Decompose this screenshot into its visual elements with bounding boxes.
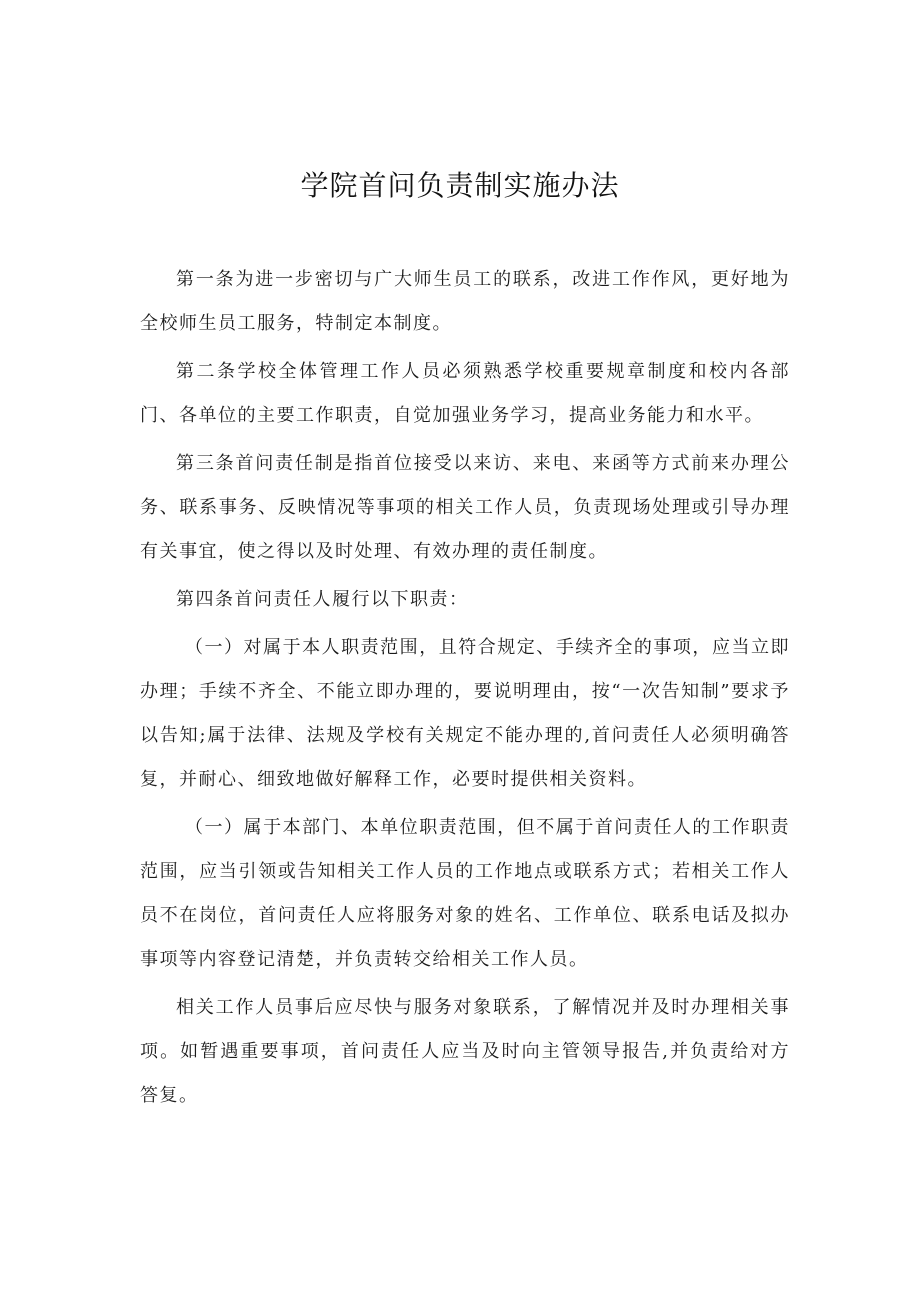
article-4-item-1-paragraph: （一）对属于本人职责范围，且符合规定、手续齐全的事项，应当立即办理；手续不齐全、不能立即办理的，要说明理由，按“一次告知制”要求予以告知;属于法律、法规及学校有关规定不能办理的,首问责任人必须明确答复，并耐心、细致地做好解释工作，必要时提供相关资料。 [140, 637, 790, 790]
article-1-paragraph: 第一条为进一步密切与广大师生员工的联系，改进工作作风，更好地为全校师生员工服务，特制定本制度。 [140, 269, 790, 334]
follow-up-paragraph: 相关工作人员事后应尽快与服务对象联系，了解情况并及时办理相关事项。如暂遇重要事项，首问责任人应当及时向主管领导报告,并负责给对方答复。 [140, 997, 790, 1106]
article-2-paragraph: 第二条学校全体管理工作人员必须熟悉学校重要规章制度和校内各部门、各单位的主要工作职责，自觉加强业务学习，提高业务能力和水平。 [140, 361, 790, 426]
article-4-paragraph: 第四条首问责任人履行以下职责： [176, 589, 469, 610]
document-title: 学院首问负责制实施办法 [300, 169, 620, 202]
article-4-item-2-paragraph: （一）属于本部门、本单位职责范围，但不属于首问责任人的工作职责范围，应当引领或告知相关工作人员的工作地点或联系方式；若相关工作人员不在岗位，首问责任人应将服务对象的姓名、工作单位、联系电话及拟办事项等内容登记清楚，并负责转交给相关工作人员。 [140, 817, 790, 970]
article-3-paragraph: 第三条首问责任制是指首位接受以来访、来电、来函等方式前来办理公务、联系事务、反映情况等事项的相关工作人员，负责现场处理或引导办理有关事宜，使之得以及时处理、有效办理的责任制度。 [140, 453, 790, 562]
document-body [140, 258, 790, 1122]
